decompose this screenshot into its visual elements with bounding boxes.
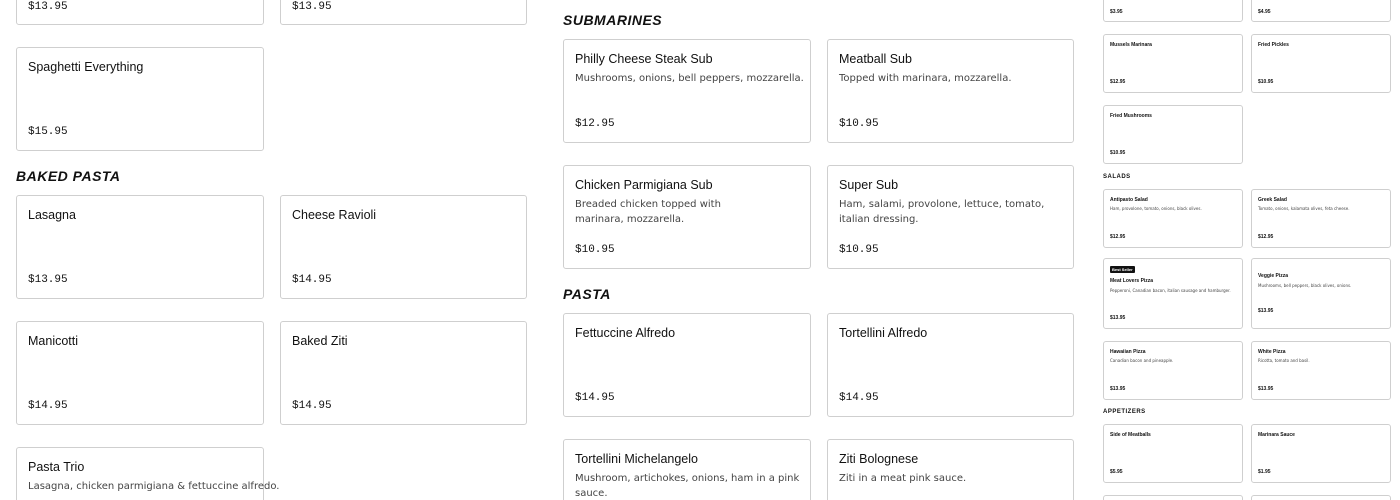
item-price: $4.95 (1258, 9, 1271, 15)
item-name: Greek Salad (1258, 197, 1287, 203)
menu-item-card[interactable] (16, 195, 264, 299)
item-description: Ricotta, tomato and basil. (1258, 358, 1310, 363)
menu-item-card[interactable] (280, 195, 527, 299)
menu-item-card[interactable] (1103, 0, 1243, 22)
menu-item-card[interactable] (1103, 258, 1243, 329)
item-name: Baked Ziti (292, 334, 348, 348)
section-heading-appetizers: APPETIZERS (1103, 409, 1146, 415)
item-name: Meat Lovers Pizza (1110, 278, 1154, 284)
item-name: Lasagna (28, 208, 76, 222)
menu-item-card[interactable] (563, 165, 811, 269)
menu-item-card[interactable] (16, 0, 264, 25)
menu-item-card[interactable] (827, 39, 1074, 143)
item-name: Fried Mushrooms (1110, 113, 1152, 119)
menu-item-card[interactable] (16, 447, 280, 500)
item-price: $10.95 (839, 244, 879, 256)
item-description: Breaded chicken topped with marinara, mozzarella. (575, 199, 721, 225)
item-price: $3.95 (1110, 9, 1123, 15)
item-price: $12.95 (1110, 79, 1126, 85)
item-name: Antipasto Salad (1110, 197, 1148, 203)
menu-item-card[interactable] (1103, 341, 1243, 400)
item-name: Cheese Ravioli (292, 208, 377, 222)
menu-item-card[interactable] (1251, 34, 1391, 93)
item-name: Chicken Parmigiana Sub (575, 178, 713, 192)
section-heading-baked-pasta: BAKED PASTA (16, 168, 121, 184)
menu-item-card[interactable] (280, 321, 527, 425)
item-price: $13.95 (1110, 386, 1126, 392)
menu-item-card[interactable] (1251, 341, 1391, 400)
menu-item-card[interactable] (563, 39, 811, 143)
item-name: Spaghetti Everything (28, 60, 144, 74)
item-price: $13.95 (1258, 386, 1274, 392)
item-price: $5.95 (1110, 469, 1123, 475)
menu-item-card[interactable] (1251, 495, 1391, 500)
item-description: Tomato, onions, kalamata olives, feta cheese. (1258, 206, 1350, 211)
item-price: $14.95 (839, 392, 879, 404)
item-price: $14.95 (28, 400, 68, 412)
best-seller-badge: Best Seller (1112, 267, 1133, 272)
item-price: $14.95 (292, 274, 332, 286)
item-name: Manicotti (28, 334, 79, 348)
item-name: Philly Cheese Steak Sub (575, 52, 713, 66)
item-name: Fettuccine Alfredo (575, 326, 676, 340)
item-price: $10.95 (1110, 150, 1126, 156)
item-price: $1.95 (1258, 469, 1271, 475)
menu-item-card[interactable] (1251, 0, 1391, 22)
section-heading-pasta: PASTA (563, 286, 611, 302)
item-description: Ham, provolone, tomato, onions, black olives. (1110, 206, 1202, 211)
item-price: $10.95 (1258, 79, 1274, 85)
item-description: Ham, salami, provolone, lettuce, tomato, italian dressing. (839, 199, 1045, 225)
item-description: Canadian bacon and pineapple. (1110, 358, 1174, 363)
item-name: White Pizza (1258, 349, 1286, 355)
section-heading-submarines: SUBMARINES (563, 12, 663, 28)
item-price: $12.95 (1110, 234, 1126, 240)
menu-item-card[interactable] (827, 313, 1074, 417)
item-price: $10.95 (839, 118, 879, 130)
item-name: Hawaiian Pizza (1110, 349, 1146, 355)
item-price: $10.95 (575, 244, 615, 256)
item-description: Lasagna, chicken parmigiana & fettuccine alfredo. (28, 481, 280, 492)
item-price: $13.95 (28, 1, 68, 13)
menu-item-card[interactable] (1251, 424, 1391, 483)
item-price: $13.95 (1258, 308, 1274, 314)
item-price: $13.95 (1110, 315, 1126, 321)
item-description: Topped with marinara, mozzarella. (839, 73, 1012, 84)
item-name: Ziti Bolognese (839, 452, 919, 466)
item-price: $12.95 (1258, 234, 1274, 240)
menu-item-card[interactable] (827, 165, 1074, 269)
item-name: Super Sub (839, 178, 899, 192)
menu-item-card[interactable] (1251, 258, 1391, 329)
item-description: Mushroom, artichokes, onions, ham in a pink sauce. (575, 473, 800, 499)
item-description: Pepperoni, Canadian bacon, italian sausage and hamburger. (1110, 288, 1231, 293)
item-description: Mushrooms, onions, bell peppers, mozzarella. (575, 73, 804, 84)
menu-item-card[interactable] (1103, 424, 1243, 483)
menu-item-card[interactable] (280, 0, 527, 25)
item-name: Side of Meatballs (1110, 432, 1151, 438)
menu-item-card[interactable] (563, 439, 811, 500)
item-price: $13.95 (28, 274, 68, 286)
menu-item-card[interactable] (16, 47, 264, 151)
item-name: Pasta Trio (28, 460, 85, 474)
item-price: $14.95 (575, 392, 615, 404)
item-description: Ziti in a meat pink sauce. (839, 473, 967, 484)
menu-item-card[interactable] (1103, 495, 1243, 500)
item-name: Mussels Marinara (1110, 42, 1152, 48)
item-name: Fried Pickles (1258, 42, 1289, 48)
menu-item-card[interactable] (1103, 105, 1243, 164)
item-price: $12.95 (575, 118, 615, 130)
section-heading-salads: SALADS (1103, 174, 1131, 180)
item-name: Veggie Pizza (1258, 273, 1289, 279)
item-name: Tortellini Alfredo (839, 326, 928, 340)
item-name: Meatball Sub (839, 52, 912, 66)
item-price: $14.95 (292, 400, 332, 412)
menu-item-card[interactable] (563, 313, 811, 417)
menu-item-card[interactable] (1103, 189, 1243, 248)
item-description: Mushrooms, bell peppers, black olives, onions. (1258, 283, 1352, 288)
item-name: Marinara Sauce (1258, 432, 1295, 438)
item-price: $13.95 (292, 1, 332, 13)
item-price: $15.95 (28, 126, 68, 138)
menu-item-card[interactable] (16, 321, 264, 425)
menu-item-card[interactable] (827, 439, 1074, 500)
item-name: Tortellini Michelangelo (575, 452, 698, 466)
menu-item-card[interactable] (1103, 34, 1243, 93)
menu-item-card[interactable] (1251, 189, 1391, 248)
